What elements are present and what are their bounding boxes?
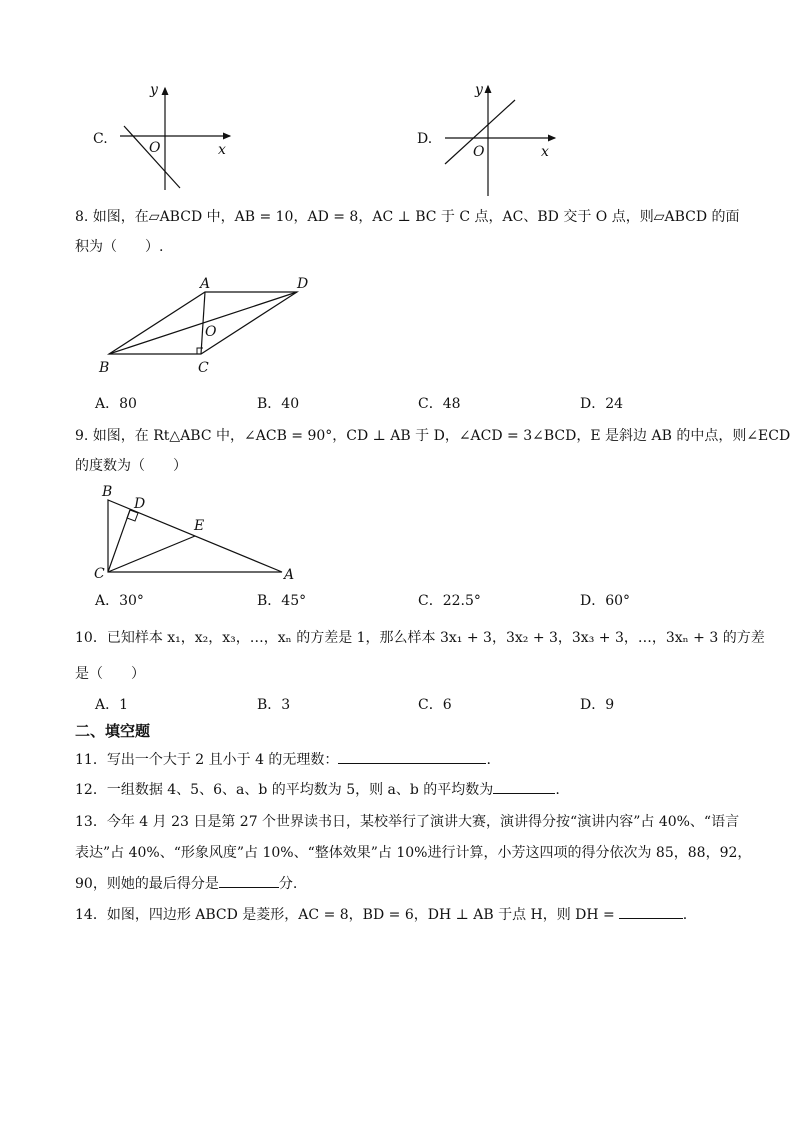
section-heading: 二、填空题	[75, 722, 151, 740]
graph-option-c	[110, 80, 250, 200]
q12-text: 12．一组数据 4、5、6、a、b 的平均数为 5，则 a、b 的平均数为	[75, 782, 494, 798]
label-A: A	[284, 567, 295, 583]
origin-label: O	[149, 140, 161, 156]
label-B: B	[102, 484, 113, 500]
y-axis-label: y	[475, 82, 483, 98]
graph-line	[124, 126, 180, 188]
q9-text-line2: 的度数为（ ）	[75, 458, 187, 474]
label-C: C	[198, 360, 209, 376]
q13-text-line1: 13．今年 4 月 23 日是第 27 个世界读书日，某校举行了演讲大赛，演讲得分按“演讲内容”占 40%、“语言	[75, 814, 740, 830]
q9-option-c[interactable]: C．22.5°	[418, 593, 481, 609]
q8-option-d[interactable]: D．24	[580, 396, 624, 412]
q14	[75, 904, 687, 925]
q14-answer-blank[interactable]	[619, 904, 683, 919]
q10-option-d[interactable]: D．9	[580, 697, 615, 713]
q8-text-line2: 积为（ ）.	[75, 239, 164, 255]
q11-text: 11．写出一个大于 2 且小于 4 的无理数：	[75, 752, 339, 768]
label-B: B	[99, 360, 110, 376]
q13-text-line2: 表达”占 40%、“形象风度”占 10%、“整体效果”占 10%进行计算，小芳这四项的得分依次为 85，88，92，	[75, 845, 752, 861]
option-c-label: C.	[93, 131, 108, 147]
q13-line3	[75, 873, 297, 894]
q9-triangle-figure	[92, 482, 312, 582]
q9-text-line1: 9. 如图，在 Rt△ABC 中，∠ACB = 90°，CD ⊥ AB 于 D，∠ACD = 3∠BCD，E 是斜边 AB 的中点，则∠ECD	[75, 428, 791, 444]
q8-parallelogram-figure	[95, 276, 335, 376]
label-A: A	[200, 276, 211, 292]
label-D: D	[134, 496, 146, 512]
q11	[75, 749, 491, 770]
q12-end: .	[555, 782, 560, 798]
label-C: C	[94, 566, 105, 582]
q13-text-line3: 90，则她的最后得分是	[75, 876, 219, 892]
q13-unit: 分.	[278, 876, 298, 892]
q10-text-line1: 10．已知样本 x₁，x₂，x₃，…，xₙ 的方差是 1，那么样本 3x₁ + 3，3x₂ + 3，3x₃ + 3，…，3xₙ + 3 的方差	[75, 630, 765, 646]
q9-option-d[interactable]: D．60°	[580, 593, 631, 609]
q8-option-b[interactable]: B．40	[257, 396, 300, 412]
q11-answer-blank[interactable]	[338, 749, 486, 764]
label-O: O	[205, 324, 217, 340]
q12-answer-blank[interactable]	[493, 779, 555, 794]
q9-option-b[interactable]: B．45°	[257, 593, 307, 609]
q11-end: .	[486, 752, 491, 768]
q14-text: 14．如图，四边形 ABCD 是菱形，AC = 8，BD = 6，DH ⊥ AB 于点 H，则 DH =	[75, 907, 615, 923]
y-axis-label: y	[150, 82, 158, 98]
q12	[75, 779, 560, 800]
q9-option-a[interactable]: A．30°	[95, 593, 144, 609]
x-axis-label: x	[541, 144, 549, 160]
label-E: E	[194, 518, 205, 534]
q14-end: .	[682, 907, 688, 923]
q8-text-line1: 8. 如图，在▱ABCD 中，AB = 10，AD = 8，AC ⊥ BC 于 C 点，AC、BD 交于 O 点，则▱ABCD 的面	[75, 209, 740, 225]
q8-option-a[interactable]: A．80	[95, 396, 137, 412]
q13-answer-blank[interactable]	[219, 873, 279, 888]
label-D: D	[297, 276, 309, 292]
q10-option-a[interactable]: A．1	[95, 697, 129, 713]
q10-text-line2: 是（ ）	[75, 666, 145, 682]
q10-option-c[interactable]: C．6	[418, 697, 452, 713]
q8-option-c[interactable]: C．48	[418, 396, 461, 412]
graph-option-d	[435, 78, 575, 198]
q10-option-b[interactable]: B．3	[257, 697, 291, 713]
x-axis-label: x	[218, 142, 226, 158]
origin-label: O	[473, 144, 485, 160]
option-d-label: D.	[417, 131, 433, 147]
